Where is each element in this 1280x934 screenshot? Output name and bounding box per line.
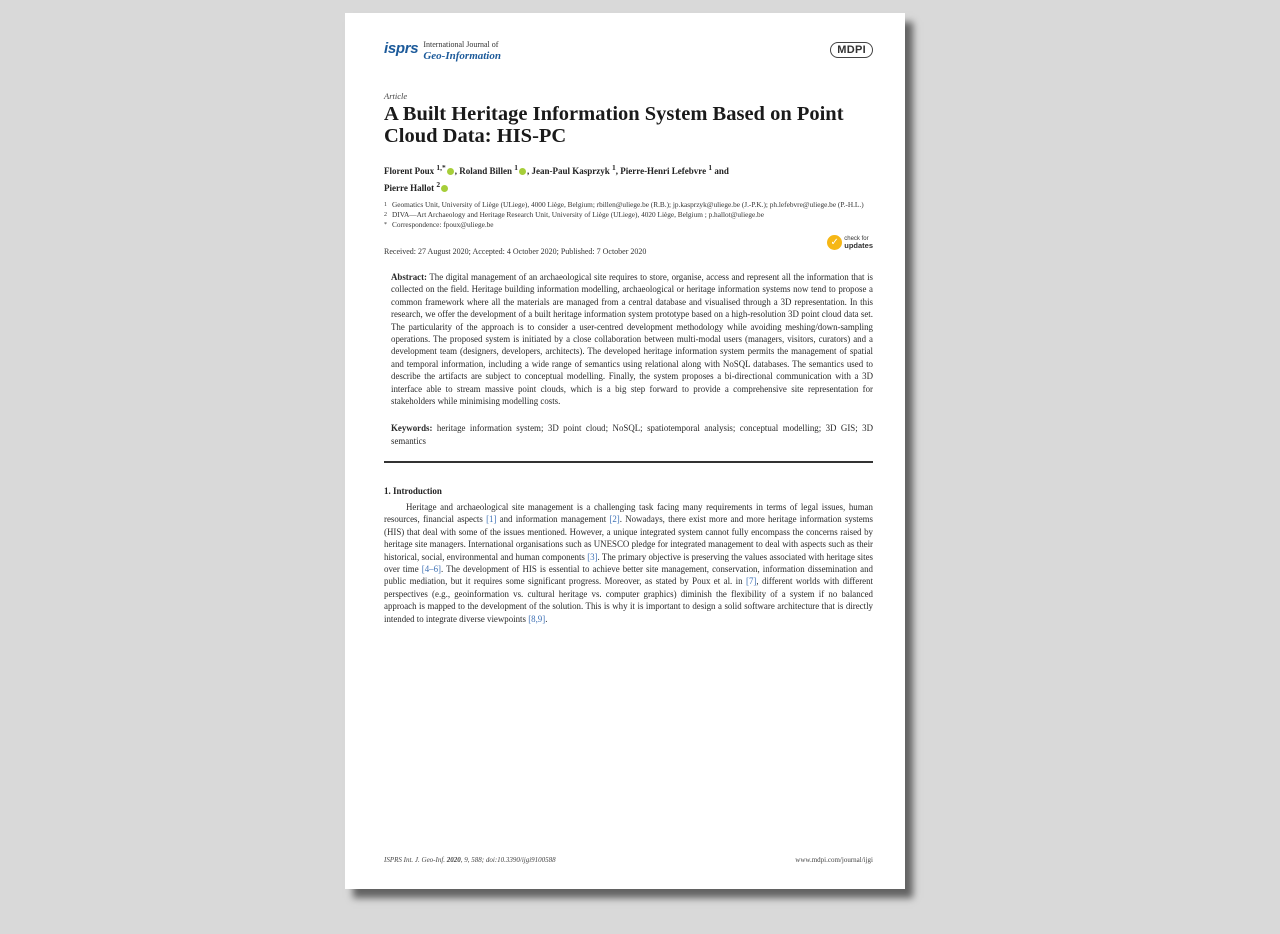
updates-text	[844, 236, 873, 249]
affiliation-text: DIVA—Art Archaeology and Heritage Research Unit, University of Liège (ULiege), 4020 Liège, Belgium ; p.hallot@uliege.be	[392, 210, 764, 219]
text-run: Heritage and archaeological site management is a challenging task facing many requirements in terms of legal issues, human resources, financial aspects	[384, 501, 873, 525]
updates-line-2: updates	[844, 240, 873, 250]
publisher-logo: MDPI	[830, 42, 873, 58]
check-for-updates-badge[interactable]	[827, 235, 873, 250]
affiliation-mark: *	[384, 222, 387, 228]
article-type: Article	[384, 91, 408, 101]
text-run: , different worlds with different perspectives (e.g., geoinformation vs. cultural heritage vs. computer graphics) diminish the flexibility of a system if no balanced approach is mapped to the development of the solution. This is why it is important to design a solid software architecture that is directly intended to integrate diverse viewpoints	[384, 576, 874, 624]
affiliation-text: Geomatics Unit, University of Liège (ULiege), 4000 Liège, Belgium; rbillen@uliege.be (R.B.); jp.kasprzyk@uliege.be (J.-P.K.); ph.lefebvre@uliege.be (P.-H.L.)	[392, 200, 864, 209]
keywords-text: heritage information system; 3D point cloud; NoSQL; spatiotemporal analysis; conceptual modelling; 3D GIS; 3D semantics	[391, 423, 874, 446]
text-run: .	[545, 613, 548, 624]
abstract	[391, 271, 873, 407]
body-paragraph	[384, 501, 873, 625]
author-affil-mark: 2	[436, 180, 441, 189]
author-affil-mark: 1	[708, 163, 713, 172]
abstract-text: The digital management of an archaeological site requires to store, organise, access and represent all the information that is collected on the field. Heritage building information modelling, archaeological or heritage information systems now tend to propose a common framework where all the materials are managed from a central database and visualised through a 3D representation. In this research, we offer the development of a built heritage information system prototype based on a high-resolution 3D point cloud data set. The particularity of the approach is to consider a user-centred development methodology while avoiding meshing/down-sampling operations. The proposed system is initiated by a close collaboration between multi-modal users (managers, visitors, curators) and a development team (designers, developers, architects). The developed heritage information system permits the management of spatial and temporal information, including a wide range of semantics using relational along with NoSQL databases. The semantics used to describe the artifacts are subject to conceptual modelling. Finally, the system proposes a bi-directional communication with a 3D interface able to stream massive point clouds, which is a big step forward to provide a comprehensive site representation for stakeholders while minimising modelling costs.	[391, 272, 873, 407]
journal-logo	[384, 40, 501, 63]
updates-line-1: check for	[844, 236, 869, 242]
footer-citation	[384, 856, 556, 864]
isprs-logo-mark: isprs	[384, 40, 419, 57]
text-run: . The development of HIS is essential to achieve better site management, conservation, information dissemination and public mediation, but it requires some significant progress. Moreover, as stated by Poux et al. in	[384, 563, 873, 587]
author-list: Florent Poux $^{1,*}$ , Roland Billen $^1$ , Jean-Paul Kasprzyk $^1$, Pierre-Henri Lefebvre $^1$ and Pierre Hallot $^2$	[384, 163, 729, 193]
publication-dates	[384, 236, 873, 261]
text-run: . Nowadays, there exist more and more heritage information systems (HIS) that deal with some of the issues mentioned. However, a unique integrated system cannot fully encompass the concerns raised by heritage site managers. International organisations such as UNESCO pledge for integrated management to deal with aspects such as their historical, social, environmental and human components	[384, 514, 874, 562]
author-affil-mark: 1	[612, 163, 616, 172]
paper-page	[345, 13, 905, 889]
journal-name: Geo-Information	[423, 50, 501, 62]
author-name: Florent Poux	[384, 166, 435, 176]
author-name: Roland Billen	[459, 166, 512, 176]
abstract-label: Abstract:	[391, 272, 427, 282]
affiliation-item	[384, 200, 873, 210]
author-affil-mark: 1	[514, 163, 518, 172]
footer-url[interactable]: www.mdpi.com/journal/ijgi	[795, 856, 873, 864]
journal-prefix: International Journal of	[423, 40, 499, 49]
citation-link[interactable]: [7]	[746, 576, 757, 587]
section-heading: 1. Introduction	[384, 485, 442, 496]
affiliation-item	[384, 210, 873, 220]
affiliation-text: Correspondence: fpoux@uliege.be	[392, 220, 494, 229]
footer-journal: ISPRS Int. J. Geo-Inf.	[384, 856, 446, 864]
affiliation-item	[384, 220, 873, 230]
footer-year: 2020	[446, 856, 461, 864]
text-run: and information management	[496, 514, 610, 525]
affiliation-mark: 1	[384, 202, 387, 208]
orcid-icon[interactable]	[441, 185, 448, 192]
check-icon: ✓	[827, 235, 842, 250]
author-name: Jean-Paul Kasprzyk	[531, 166, 610, 176]
citation-link[interactable]: [2]	[609, 514, 620, 525]
affiliation-mark: 2	[384, 212, 387, 218]
keywords-label: Keywords:	[391, 423, 433, 434]
page-header	[384, 37, 873, 75]
citation-link[interactable]: [4–6]	[421, 563, 441, 574]
citation-link[interactable]: [3]	[587, 551, 598, 562]
author-name: Pierre-Henri Lefebvre	[620, 166, 707, 176]
footer-doi: , 9, 588; doi:10.3390/ijgi9100588	[460, 856, 556, 864]
orcid-icon[interactable]	[447, 168, 454, 175]
keywords	[391, 422, 873, 447]
citation-link[interactable]: [1]	[486, 514, 497, 525]
text-run: . The primary objective is preserving the values associated with heritage sites over time	[384, 551, 873, 574]
author-affil-mark: 1,*	[436, 163, 446, 172]
affiliations	[384, 200, 873, 230]
orcid-icon[interactable]	[519, 168, 526, 175]
dates-text: Received: 27 August 2020; Accepted: 4 October 2020; Published: 7 October 2020	[384, 247, 647, 256]
author-connector: and	[714, 166, 729, 176]
paper-title: A Built Heritage Information System Based on Point Cloud Data: HIS-PC	[384, 103, 844, 147]
citation-link[interactable]: [8,9]	[528, 613, 546, 624]
author-name: Pierre Hallot	[384, 183, 435, 193]
section-divider	[384, 461, 873, 463]
